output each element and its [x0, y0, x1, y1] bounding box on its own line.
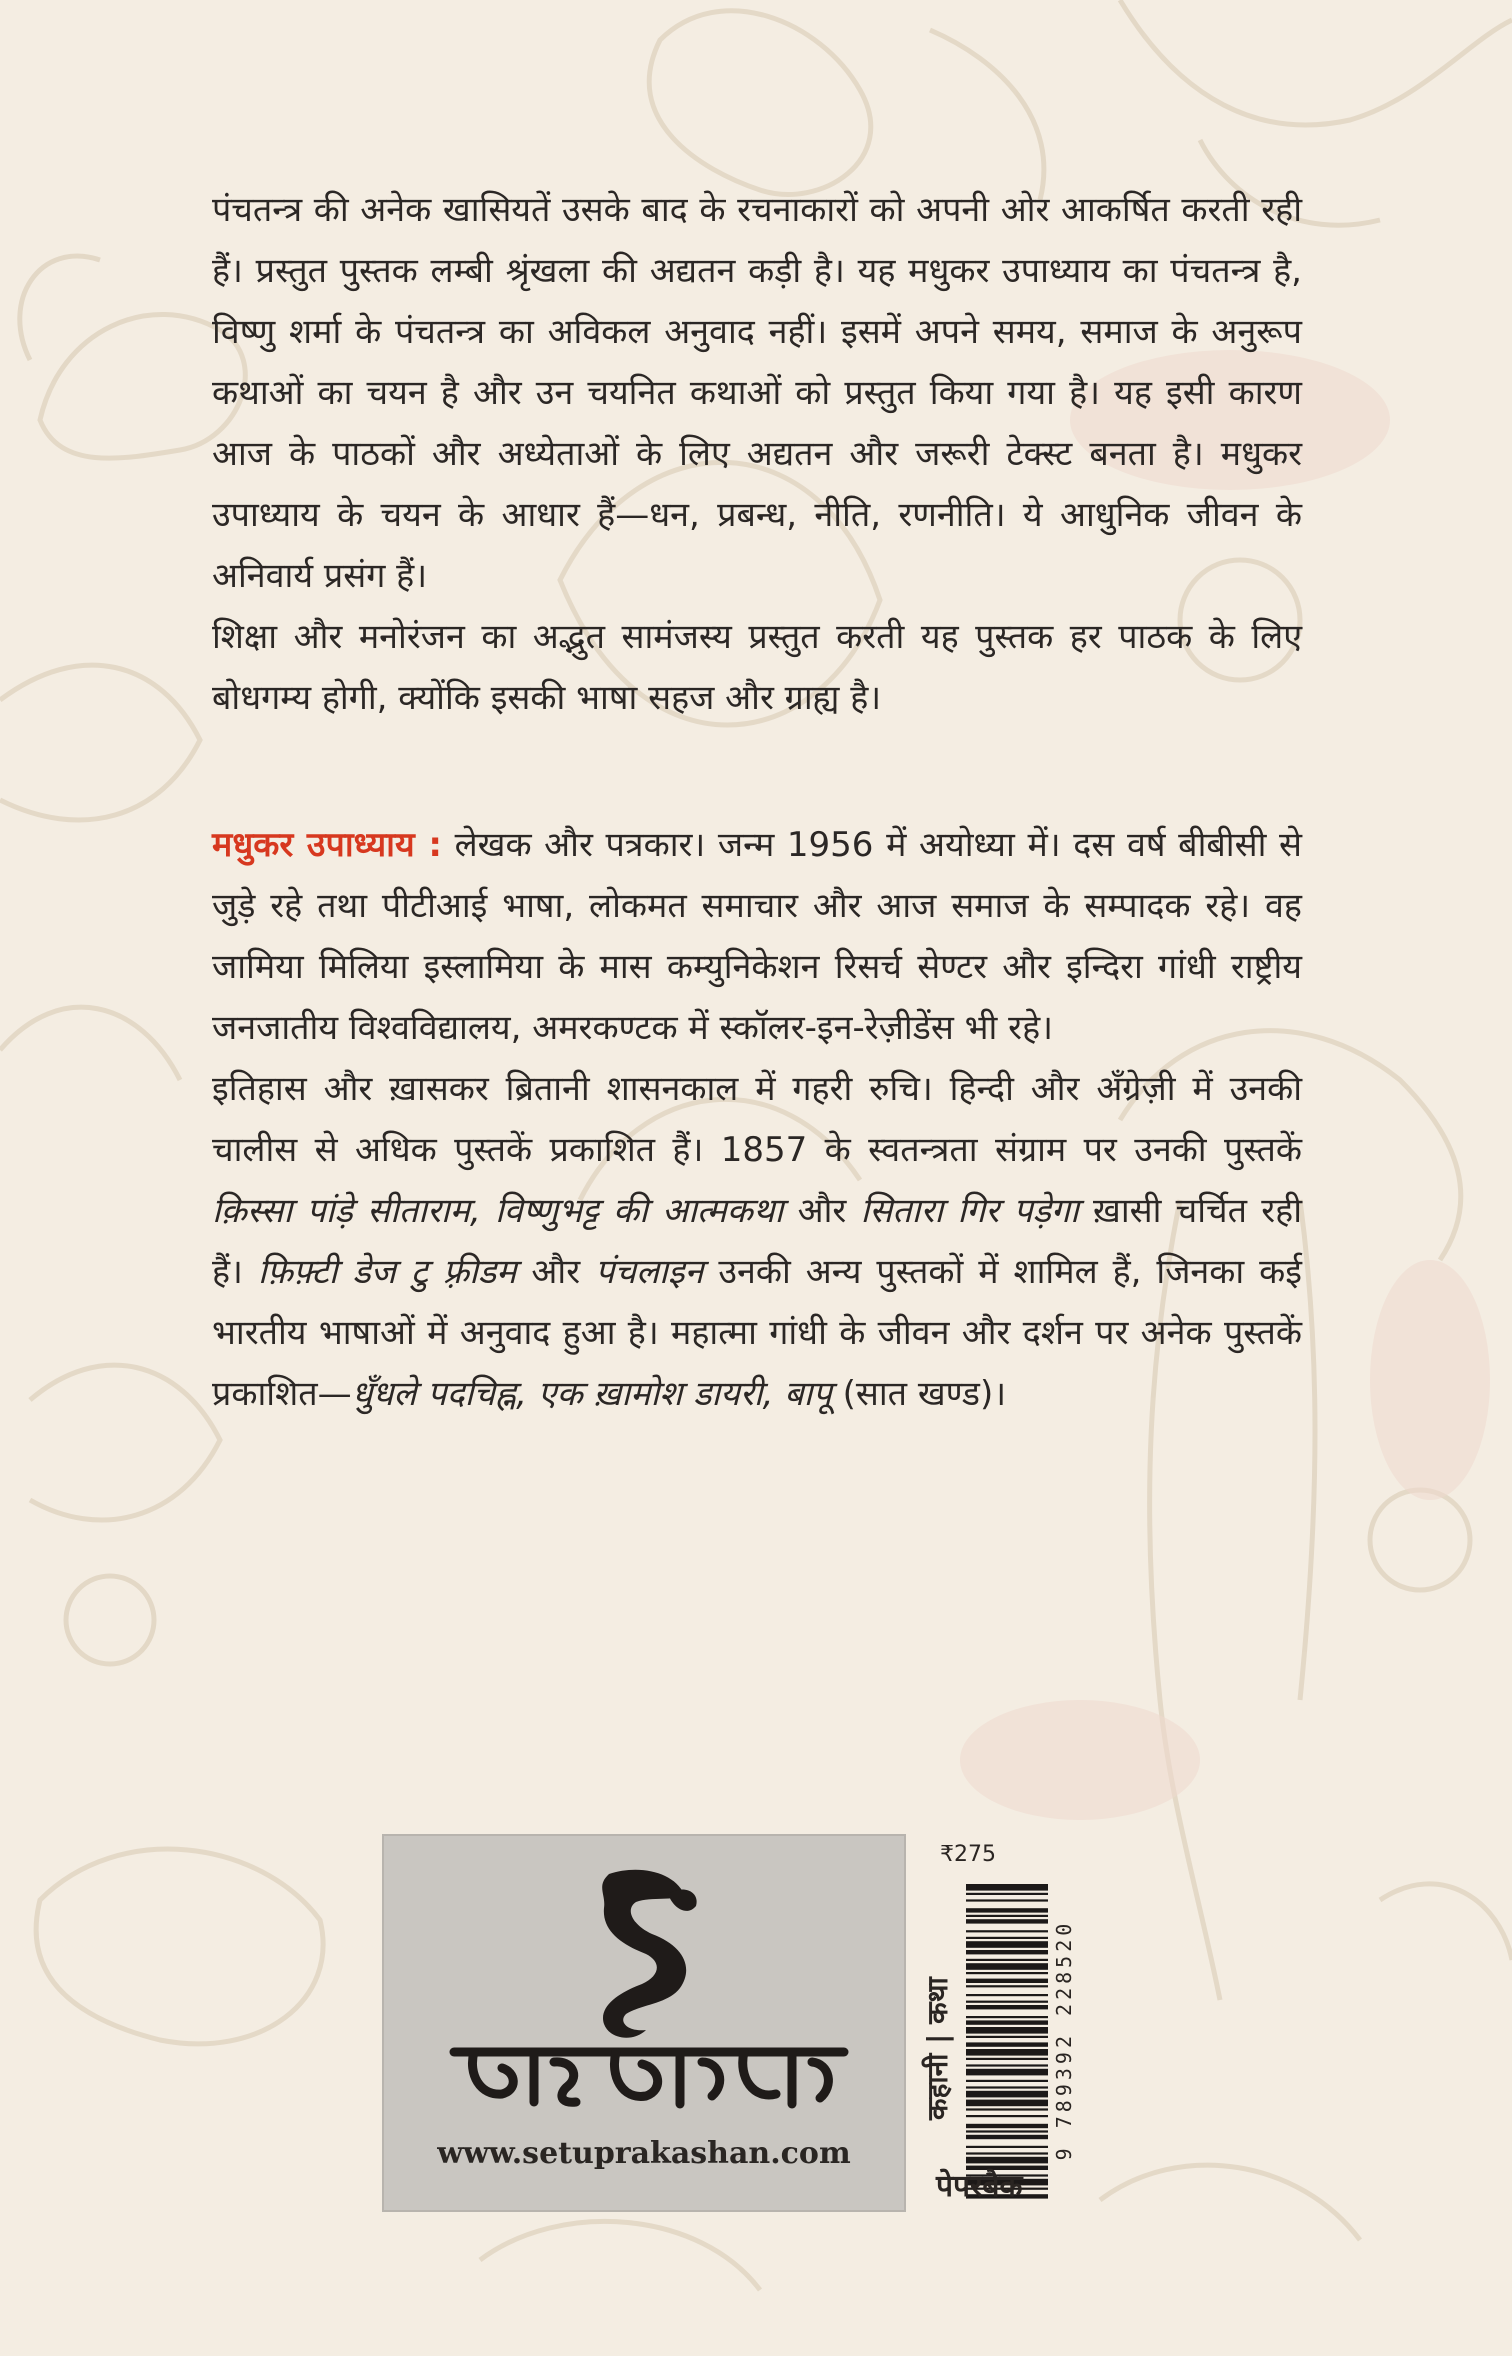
price-label: ₹275 — [940, 1842, 996, 1867]
barcode-bar — [966, 1941, 1048, 1948]
book-title-4: पंचलाइन — [595, 1252, 704, 1292]
book-title-1: क़िस्सा पांड़े सीताराम, विष्णुभट्ट की आत्मकथा — [212, 1191, 784, 1231]
barcode-bar — [966, 1985, 1048, 1987]
isbn-barcode — [962, 1880, 1052, 2200]
barcode-bar — [966, 1979, 1048, 1983]
barcode-bar — [966, 2016, 1048, 2018]
barcode-bar — [966, 1884, 1048, 1891]
barcode-bar — [966, 1950, 1048, 1954]
author-bio-paragraph-1 — [212, 815, 1302, 1059]
barcode-bar — [966, 2108, 1048, 2110]
barcode-bar — [966, 1893, 1048, 1895]
barcode-bar — [966, 2058, 1048, 2060]
barcode-bar — [966, 2036, 1048, 2038]
barcode-bar — [966, 2042, 1048, 2046]
barcode-bar — [966, 2130, 1048, 2132]
barcode-bar — [966, 2001, 1048, 2003]
barcode-bar — [966, 2027, 1048, 2034]
publisher-box — [382, 1834, 906, 2212]
author-name-label: मधुकर उपाध्याय : — [212, 825, 442, 865]
bio-text-a: इतिहास और ख़ासकर ब्रितानी शासनकाल में गहरी रुचि। हिन्दी और अँग्रेज़ी में उनकी चालीस से अधिक पुस्तकें प्रकाशित हैं। 1857 के स्वतन्त्रता संग्राम पर उनकी पुस्तकें — [212, 1069, 1302, 1170]
barcode-bar — [966, 2064, 1048, 2066]
publisher-website: www.setuprakashan.com — [437, 2136, 851, 2171]
barcode-bar — [966, 2020, 1048, 2024]
isbn-digits: 9 789392 228520 — [1052, 1919, 1076, 2161]
barcode-bar — [966, 1972, 1048, 1974]
publisher-logo — [384, 1864, 904, 2114]
bio-text-f: (सात खण्ड)। — [831, 1374, 1007, 1414]
barcode-bar — [966, 1937, 1048, 1939]
bio-text-d: और — [516, 1252, 596, 1292]
barcode-bar — [966, 2080, 1048, 2082]
barcode-bar — [966, 1919, 1048, 1923]
barcode-bar — [966, 2005, 1048, 2009]
barcode-bar — [966, 1899, 1048, 1901]
barcode-bar — [966, 2152, 1048, 2154]
barcode-bar — [966, 2049, 1048, 2056]
barcode-bar — [966, 2124, 1048, 2128]
barcode-bar — [966, 2091, 1048, 2098]
bio-text-b: और — [783, 1191, 861, 1231]
genre-text: कहानी | कथा — [921, 1977, 954, 2120]
barcode-bar — [966, 2146, 1048, 2148]
barcode-bar — [966, 2069, 1048, 2076]
barcode-bar — [966, 1963, 1048, 1970]
author-bio-text-1: लेखक और पत्रकार। जन्म 1956 में अयोध्या में। दस वर्ष बीबीसी से जुड़े रहे तथा पीटीआई भाषा, लोकमत समाचार और आज समाज के सम्पादक रहे। वह जामिया मिलिया इस्लामिया के मास कम्युनिकेशन रिसर्च सेण्टर और इन्दिरा गांधी राष्ट्रीय जनजातीय विश्वविद्यालय, अमरकण्टक में स्कॉलर-इन-रेज़ीडेंस भी रहे। — [212, 825, 1302, 1048]
book-title-2: सितारा गिर पड़ेगा — [860, 1191, 1079, 1231]
blurb-paragraph-2: शिक्षा और मनोरंजन का अद्भुत सामंजस्य प्रस्तुत करती यह पुस्तक हर पाठक के लिए बोधगम्य होगी, क्योंकि इसकी भाषा सहज और ग्राह्य है। — [212, 617, 1302, 718]
barcode-bar — [966, 2115, 1048, 2117]
back-cover-text — [212, 180, 1302, 1425]
barcode-bar — [966, 2135, 1048, 2139]
bio-text-c: ख़ासी चर्चित रही हैं। — [212, 1191, 1302, 1292]
barcode-bar — [966, 1930, 1048, 1932]
book-title-5: धुँधले पदचिह्न, एक ख़ामोश डायरी, बापू — [351, 1374, 832, 1414]
barcode-bar — [966, 1959, 1048, 1961]
format-label: पेपरबैक — [936, 2169, 1023, 2204]
genre-label — [918, 1900, 964, 2120]
barcode-bar — [966, 2100, 1048, 2107]
barcode-bar — [966, 2157, 1048, 2164]
bio-text-e: उनकी अन्य पुस्तकों में शामिल हैं, जिनका कई भारतीय भाषाओं में अनुवाद हुआ है। महात्मा गांधी के जीवन और दर्शन पर अनेक पुस्तकें प्रकाशित— — [212, 1252, 1302, 1414]
barcode-bar — [966, 1994, 1048, 1996]
barcode-bar — [966, 1915, 1048, 1917]
book-title-3: फ़िफ़्टी डेज टु फ़्रीडम — [257, 1252, 517, 1292]
barcode-bar — [966, 2086, 1048, 2088]
publisher-name: सेतु प्रकाशन — [644, 2082, 649, 2083]
blurb-paragraph-1: पंचतन्त्र की अनेक खासियतें उसके बाद के रचनाकारों को अपनी ओर आकर्षित करती रही हैं। प्रस्तुत पुस्तक लम्बी श्रृंखला की अद्यतन कड़ी है। यह मधुकर उपाध्याय का पंचतन्त्र है, विष्णु शर्मा के पंचतन्त्र का अविकल अनुवाद नहीं। इसमें अपने समय, समाज के अनुरूप कथाओं का चयन है और उन चयनित कथाओं को प्रस्तुत किया गया है। यह इसी कारण आज के पाठकों और अध्येताओं के लिए अद्यतन और जरूरी टेक्स्ट बनता है। मधुकर उपाध्याय के चयन के आधार हैं—धन, प्रबन्ध, नीति, रणनीति। ये आधुनिक जीवन के अनिवार्य प्रसंग हैं। — [212, 190, 1302, 596]
isbn-number — [1052, 1880, 1082, 2200]
author-bio-paragraph-2 — [212, 1059, 1302, 1425]
barcode-bar — [966, 1908, 1048, 1912]
